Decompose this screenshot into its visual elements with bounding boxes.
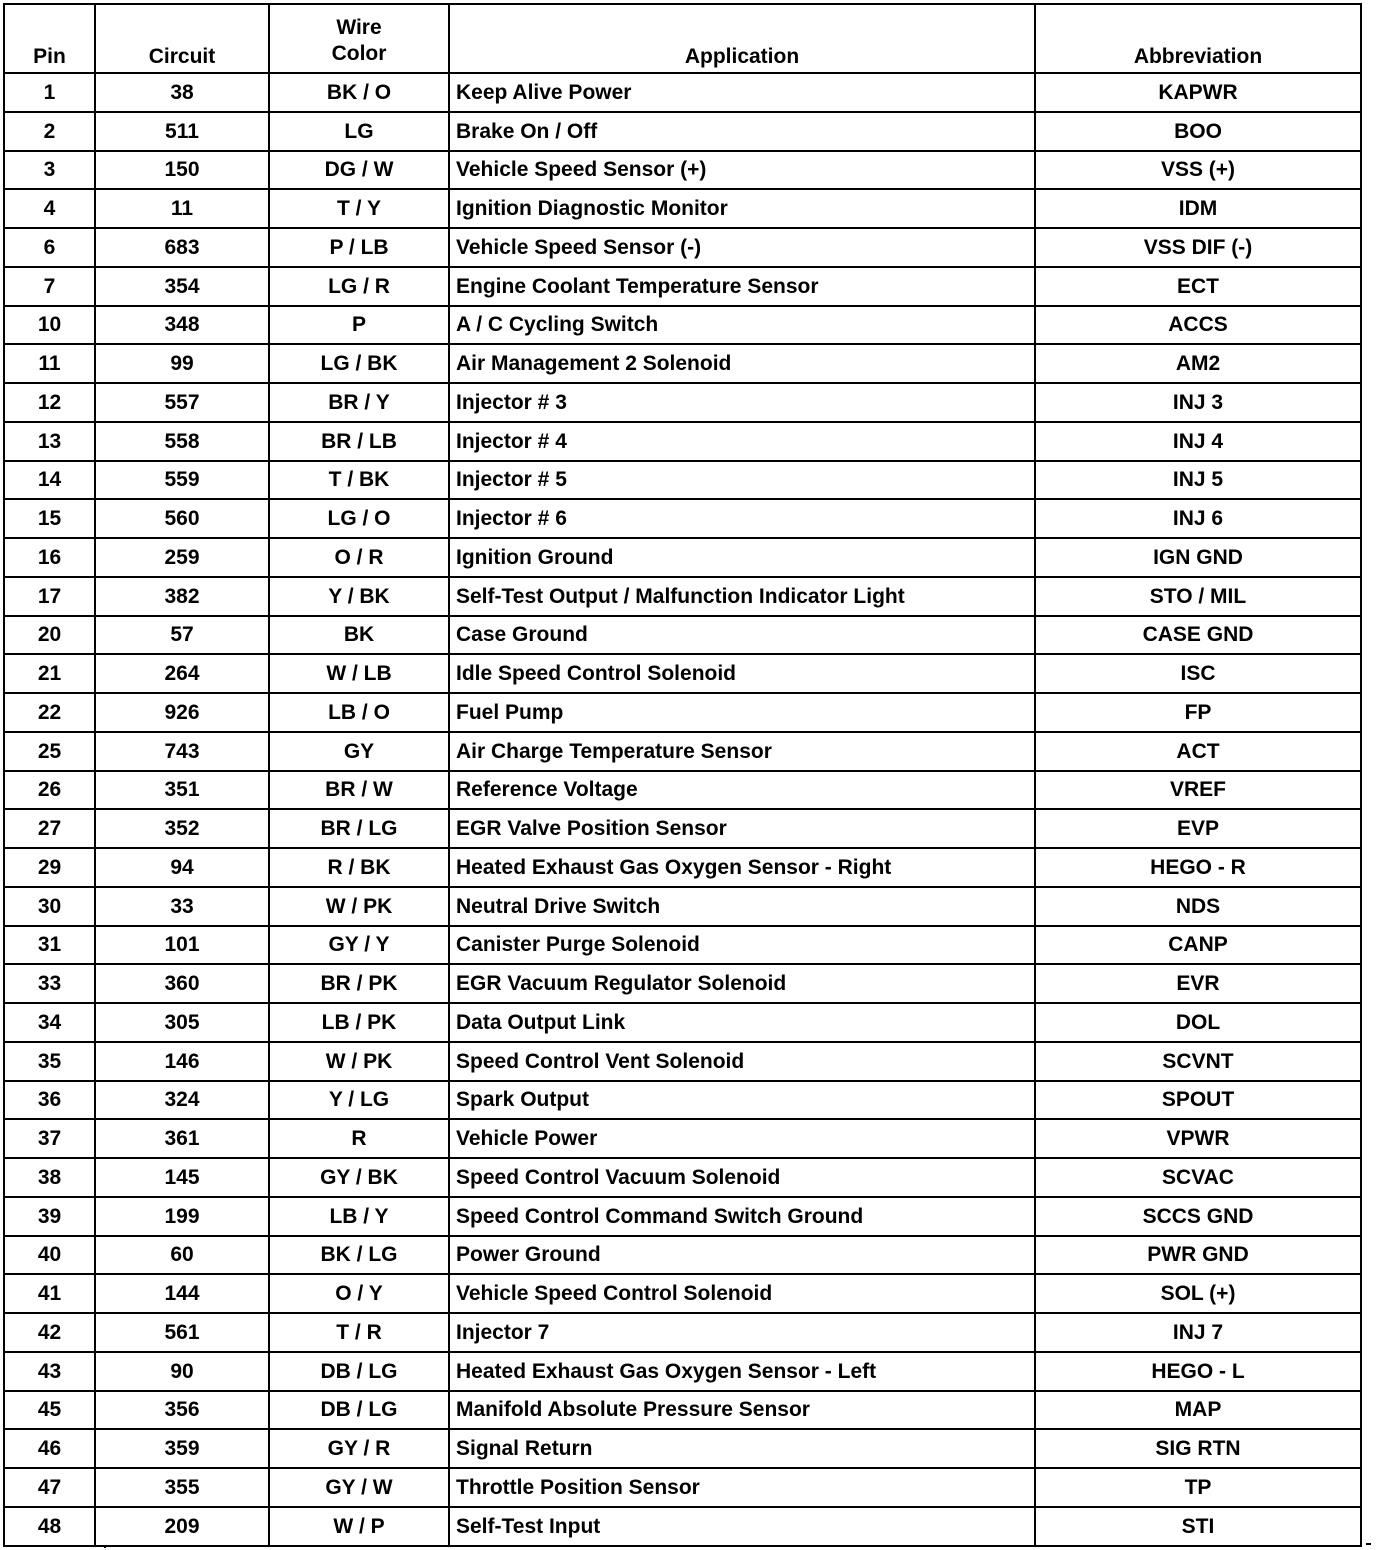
pin-cell: 20	[4, 616, 95, 655]
application-cell: EGR Vacuum Regulator Solenoid	[449, 964, 1035, 1003]
pin-cell: 10	[4, 306, 95, 345]
table-row	[4, 151, 1361, 190]
wire-color-cell: GY	[269, 732, 449, 771]
pin-cell: 27	[4, 809, 95, 848]
circuit-cell: 511	[95, 112, 269, 151]
wire-color-cell: GY / W	[269, 1468, 449, 1507]
table-row	[4, 1236, 1361, 1275]
pin-cell: 48	[4, 1507, 95, 1546]
application-cell: Air Management 2 Solenoid	[449, 344, 1035, 383]
wire-color-cell: LG / R	[269, 267, 449, 306]
table-row	[4, 1119, 1361, 1158]
wire-color-cell: O / R	[269, 538, 449, 577]
table-row	[4, 1391, 1361, 1430]
table-row	[4, 848, 1361, 887]
abbreviation-cell: MAP	[1035, 1391, 1361, 1430]
application-cell: Throttle Position Sensor	[449, 1468, 1035, 1507]
table-row	[4, 926, 1361, 965]
table-row	[4, 616, 1361, 655]
wire-color-cell: GY / Y	[269, 926, 449, 965]
pin-cell: 40	[4, 1236, 95, 1275]
circuit-cell: 356	[95, 1391, 269, 1430]
table-row	[4, 887, 1361, 926]
abbreviation-cell: HEGO - L	[1035, 1352, 1361, 1391]
table-row	[4, 306, 1361, 345]
table-row	[4, 964, 1361, 1003]
circuit-cell: 264	[95, 654, 269, 693]
circuit-cell: 561	[95, 1313, 269, 1352]
pin-cell: 21	[4, 654, 95, 693]
pin-cell: 7	[4, 267, 95, 306]
abbreviation-cell: ACCS	[1035, 306, 1361, 345]
wire-color-cell: LB / PK	[269, 1003, 449, 1042]
table-row	[4, 1003, 1361, 1042]
abbreviation-cell: BOO	[1035, 112, 1361, 151]
wire-color-cell: BR / Y	[269, 383, 449, 422]
circuit-cell: 146	[95, 1042, 269, 1081]
table-row	[4, 693, 1361, 732]
table-row	[4, 538, 1361, 577]
pin-cell: 43	[4, 1352, 95, 1391]
application-cell: Vehicle Power	[449, 1119, 1035, 1158]
table-row	[4, 1507, 1361, 1546]
table-row	[4, 344, 1361, 383]
circuit-cell: 11	[95, 189, 269, 228]
abbreviation-cell: STI	[1035, 1507, 1361, 1546]
circuit-cell: 351	[95, 771, 269, 810]
application-cell: Spark Output	[449, 1081, 1035, 1120]
application-column-header: Application	[449, 4, 1035, 73]
table-row	[4, 499, 1361, 538]
table-row	[4, 1081, 1361, 1120]
circuit-cell: 359	[95, 1429, 269, 1468]
application-cell: Vehicle Speed Sensor (-)	[449, 228, 1035, 267]
pin-cell: 37	[4, 1119, 95, 1158]
abbreviation-cell: DOL	[1035, 1003, 1361, 1042]
wire-color-header-line1: Wire	[336, 15, 382, 39]
abbreviation-cell: CASE GND	[1035, 616, 1361, 655]
abbreviation-cell: PWR GND	[1035, 1236, 1361, 1275]
application-cell: A / C Cycling Switch	[449, 306, 1035, 345]
wire-color-cell: T / R	[269, 1313, 449, 1352]
wire-color-cell: R / BK	[269, 848, 449, 887]
wire-color-cell: DB / LG	[269, 1352, 449, 1391]
abbreviation-cell: INJ 3	[1035, 383, 1361, 422]
abbreviation-cell: INJ 4	[1035, 422, 1361, 461]
abbreviation-cell: SOL (+)	[1035, 1274, 1361, 1313]
wire-color-cell: LG / BK	[269, 344, 449, 383]
application-cell: Air Charge Temperature Sensor	[449, 732, 1035, 771]
wire-color-column-header	[269, 4, 449, 73]
abbreviation-cell: EVP	[1035, 809, 1361, 848]
wire-color-cell: P / LB	[269, 228, 449, 267]
abbreviation-cell: SCVAC	[1035, 1158, 1361, 1197]
circuit-column-header: Circuit	[95, 4, 269, 73]
application-cell: Vehicle Speed Sensor (+)	[449, 151, 1035, 190]
wire-color-cell: O / Y	[269, 1274, 449, 1313]
table-row	[4, 1274, 1361, 1313]
scan-speck	[1366, 1543, 1371, 1545]
abbreviation-cell: NDS	[1035, 887, 1361, 926]
application-cell: Injector 7	[449, 1313, 1035, 1352]
application-cell: EGR Valve Position Sensor	[449, 809, 1035, 848]
abbreviation-cell: INJ 7	[1035, 1313, 1361, 1352]
abbreviation-cell: SCVNT	[1035, 1042, 1361, 1081]
pin-cell: 17	[4, 577, 95, 616]
circuit-cell: 926	[95, 693, 269, 732]
application-cell: Injector # 5	[449, 461, 1035, 500]
circuit-cell: 94	[95, 848, 269, 887]
circuit-cell: 348	[95, 306, 269, 345]
application-cell: Keep Alive Power	[449, 73, 1035, 112]
pin-cell: 11	[4, 344, 95, 383]
table-row	[4, 1468, 1361, 1507]
pin-cell: 3	[4, 151, 95, 190]
wire-color-cell: LG	[269, 112, 449, 151]
pin-cell: 38	[4, 1158, 95, 1197]
table-row	[4, 461, 1361, 500]
wire-color-cell: Y / BK	[269, 577, 449, 616]
pin-cell: 16	[4, 538, 95, 577]
pin-cell: 29	[4, 848, 95, 887]
pin-assignment-table	[3, 3, 1362, 1547]
circuit-cell: 560	[95, 499, 269, 538]
table-row	[4, 383, 1361, 422]
table-row	[4, 771, 1361, 810]
application-cell: Engine Coolant Temperature Sensor	[449, 267, 1035, 306]
pin-cell: 42	[4, 1313, 95, 1352]
abbreviation-cell: SPOUT	[1035, 1081, 1361, 1120]
abbreviation-cell: IGN GND	[1035, 538, 1361, 577]
abbreviation-cell: ACT	[1035, 732, 1361, 771]
abbreviation-cell: ECT	[1035, 267, 1361, 306]
wire-color-cell: BK	[269, 616, 449, 655]
wire-color-cell: P	[269, 306, 449, 345]
table-row	[4, 422, 1361, 461]
application-cell: Ignition Ground	[449, 538, 1035, 577]
pin-cell: 33	[4, 964, 95, 1003]
pin-cell: 34	[4, 1003, 95, 1042]
table-body	[4, 73, 1361, 1546]
pin-cell: 47	[4, 1468, 95, 1507]
application-cell: Data Output Link	[449, 1003, 1035, 1042]
application-cell: Injector # 3	[449, 383, 1035, 422]
application-cell: Fuel Pump	[449, 693, 1035, 732]
pin-chart-sheet	[3, 3, 1360, 1547]
pin-cell: 1	[4, 73, 95, 112]
application-cell: Case Ground	[449, 616, 1035, 655]
circuit-cell: 38	[95, 73, 269, 112]
wire-color-cell: BR / LG	[269, 809, 449, 848]
circuit-cell: 305	[95, 1003, 269, 1042]
abbreviation-cell: INJ 5	[1035, 461, 1361, 500]
application-cell: Power Ground	[449, 1236, 1035, 1275]
wire-color-cell: BR / W	[269, 771, 449, 810]
pin-cell: 35	[4, 1042, 95, 1081]
table-header	[4, 4, 1361, 73]
pin-cell: 31	[4, 926, 95, 965]
pin-cell: 2	[4, 112, 95, 151]
circuit-cell: 33	[95, 887, 269, 926]
circuit-cell: 557	[95, 383, 269, 422]
wire-color-cell: DG / W	[269, 151, 449, 190]
abbreviation-cell: VSS (+)	[1035, 151, 1361, 190]
abbreviation-cell: STO / MIL	[1035, 577, 1361, 616]
circuit-cell: 361	[95, 1119, 269, 1158]
table-row	[4, 1197, 1361, 1236]
application-cell: Vehicle Speed Control Solenoid	[449, 1274, 1035, 1313]
scan-speck	[104, 1546, 106, 1548]
wire-color-cell: LB / Y	[269, 1197, 449, 1236]
table-row	[4, 1158, 1361, 1197]
table-row	[4, 1042, 1361, 1081]
circuit-cell: 743	[95, 732, 269, 771]
circuit-cell: 558	[95, 422, 269, 461]
circuit-cell: 199	[95, 1197, 269, 1236]
application-cell: Speed Control Vacuum Solenoid	[449, 1158, 1035, 1197]
abbreviation-cell: VPWR	[1035, 1119, 1361, 1158]
wire-color-cell: BK / O	[269, 73, 449, 112]
pin-column-header: Pin	[4, 4, 95, 73]
application-cell: Self-Test Input	[449, 1507, 1035, 1546]
wire-color-cell: GY / BK	[269, 1158, 449, 1197]
abbreviation-column-header: Abbreviation	[1035, 4, 1361, 73]
abbreviation-cell: KAPWR	[1035, 73, 1361, 112]
circuit-cell: 559	[95, 461, 269, 500]
application-cell: Idle Speed Control Solenoid	[449, 654, 1035, 693]
pin-cell: 13	[4, 422, 95, 461]
abbreviation-cell: TP	[1035, 1468, 1361, 1507]
table-row	[4, 1313, 1361, 1352]
circuit-cell: 352	[95, 809, 269, 848]
pin-cell: 36	[4, 1081, 95, 1120]
application-cell: Signal Return	[449, 1429, 1035, 1468]
circuit-cell: 324	[95, 1081, 269, 1120]
pin-cell: 45	[4, 1391, 95, 1430]
abbreviation-cell: ISC	[1035, 654, 1361, 693]
table-row	[4, 809, 1361, 848]
circuit-cell: 150	[95, 151, 269, 190]
pin-cell: 39	[4, 1197, 95, 1236]
wire-color-cell: GY / R	[269, 1429, 449, 1468]
application-cell: Reference Voltage	[449, 771, 1035, 810]
table-row	[4, 1429, 1361, 1468]
table-row	[4, 1352, 1361, 1391]
wire-color-cell: BK / LG	[269, 1236, 449, 1275]
circuit-cell: 144	[95, 1274, 269, 1313]
circuit-cell: 99	[95, 344, 269, 383]
wire-color-cell: W / P	[269, 1507, 449, 1546]
application-cell: Speed Control Command Switch Ground	[449, 1197, 1035, 1236]
abbreviation-cell: SIG RTN	[1035, 1429, 1361, 1468]
application-cell: Ignition Diagnostic Monitor	[449, 189, 1035, 228]
wire-color-header-line2: Color	[331, 41, 387, 65]
application-cell: Canister Purge Solenoid	[449, 926, 1035, 965]
pin-cell: 6	[4, 228, 95, 267]
wire-color-cell: W / LB	[269, 654, 449, 693]
table-row	[4, 267, 1361, 306]
application-cell: Manifold Absolute Pressure Sensor	[449, 1391, 1035, 1430]
wire-color-cell: R	[269, 1119, 449, 1158]
circuit-cell: 360	[95, 964, 269, 1003]
table-row	[4, 73, 1361, 112]
abbreviation-cell: INJ 6	[1035, 499, 1361, 538]
pin-cell: 30	[4, 887, 95, 926]
application-cell: Speed Control Vent Solenoid	[449, 1042, 1035, 1081]
wire-color-cell: T / Y	[269, 189, 449, 228]
table-row	[4, 654, 1361, 693]
wire-color-cell: BR / PK	[269, 964, 449, 1003]
circuit-cell: 355	[95, 1468, 269, 1507]
circuit-cell: 209	[95, 1507, 269, 1546]
wire-color-cell: LB / O	[269, 693, 449, 732]
table-row	[4, 112, 1361, 151]
wire-color-cell: DB / LG	[269, 1391, 449, 1430]
pin-cell: 15	[4, 499, 95, 538]
application-cell: Heated Exhaust Gas Oxygen Sensor - Right	[449, 848, 1035, 887]
circuit-cell: 259	[95, 538, 269, 577]
application-cell: Injector # 4	[449, 422, 1035, 461]
pin-cell: 46	[4, 1429, 95, 1468]
abbreviation-cell: IDM	[1035, 189, 1361, 228]
pin-cell: 41	[4, 1274, 95, 1313]
abbreviation-cell: CANP	[1035, 926, 1361, 965]
header-row	[4, 4, 1361, 73]
table-row	[4, 732, 1361, 771]
application-cell: Self-Test Output / Malfunction Indicator Light	[449, 577, 1035, 616]
abbreviation-cell: VSS DIF (-)	[1035, 228, 1361, 267]
abbreviation-cell: FP	[1035, 693, 1361, 732]
circuit-cell: 60	[95, 1236, 269, 1275]
circuit-cell: 382	[95, 577, 269, 616]
circuit-cell: 101	[95, 926, 269, 965]
abbreviation-cell: HEGO - R	[1035, 848, 1361, 887]
pin-cell: 26	[4, 771, 95, 810]
application-cell: Injector # 6	[449, 499, 1035, 538]
table-row	[4, 228, 1361, 267]
circuit-cell: 683	[95, 228, 269, 267]
application-cell: Brake On / Off	[449, 112, 1035, 151]
table-row	[4, 577, 1361, 616]
abbreviation-cell: SCCS GND	[1035, 1197, 1361, 1236]
abbreviation-cell: AM2	[1035, 344, 1361, 383]
circuit-cell: 145	[95, 1158, 269, 1197]
circuit-cell: 57	[95, 616, 269, 655]
pin-cell: 25	[4, 732, 95, 771]
wire-color-cell: LG / O	[269, 499, 449, 538]
application-cell: Neutral Drive Switch	[449, 887, 1035, 926]
wire-color-cell: Y / LG	[269, 1081, 449, 1120]
pin-cell: 4	[4, 189, 95, 228]
wire-color-cell: T / BK	[269, 461, 449, 500]
abbreviation-cell: VREF	[1035, 771, 1361, 810]
pin-cell: 22	[4, 693, 95, 732]
pin-cell: 12	[4, 383, 95, 422]
circuit-cell: 354	[95, 267, 269, 306]
application-cell: Heated Exhaust Gas Oxygen Sensor - Left	[449, 1352, 1035, 1391]
wire-color-cell: W / PK	[269, 1042, 449, 1081]
pin-cell: 14	[4, 461, 95, 500]
abbreviation-cell: EVR	[1035, 964, 1361, 1003]
table-row	[4, 189, 1361, 228]
circuit-cell: 90	[95, 1352, 269, 1391]
wire-color-cell: W / PK	[269, 887, 449, 926]
wire-color-cell: BR / LB	[269, 422, 449, 461]
